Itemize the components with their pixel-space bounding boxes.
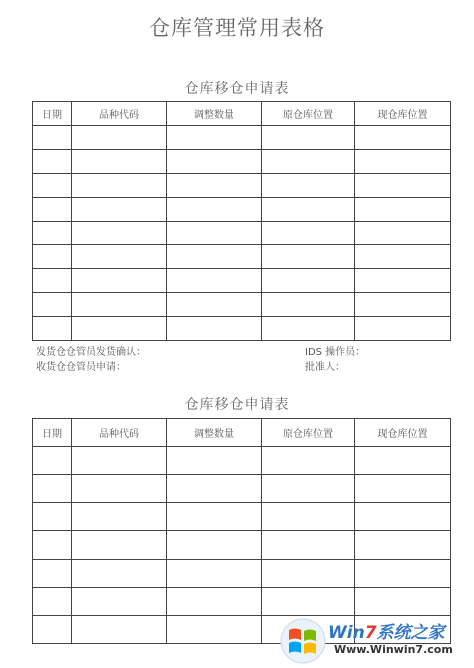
- form2-table-cell: [72, 587, 167, 615]
- form1-table-row: [33, 245, 451, 269]
- receive-apply-label: 收货仓仓管员申请：: [36, 362, 126, 373]
- form1-table-cell: [33, 245, 72, 269]
- form1-table-row: [33, 126, 451, 150]
- windows-flag-icon: [278, 616, 328, 666]
- form2-table-cell: [355, 531, 451, 559]
- form1-table-cell: [167, 269, 262, 293]
- form2-table-cell: [167, 587, 262, 615]
- form1-table-cell: [72, 197, 167, 221]
- form1-table-cell: [33, 197, 72, 221]
- form2-table-cell: [72, 559, 167, 587]
- form2-table-cell: [355, 559, 451, 587]
- form1-table-cell: [167, 317, 262, 341]
- form2-table-cell: [355, 447, 451, 475]
- form1-table-cell: [33, 269, 72, 293]
- form1-table-cell: [33, 317, 72, 341]
- form2-table-cell: [167, 615, 262, 643]
- form2-header-product-code: 品种代码: [72, 419, 167, 447]
- form1-table-cell: [72, 149, 167, 173]
- form2-table-row: [33, 531, 451, 559]
- form1-table-cell: [72, 126, 167, 150]
- form1-table-cell: [262, 173, 355, 197]
- form1-table-cell: [167, 245, 262, 269]
- form1-body: [33, 126, 451, 341]
- form1-table-cell: [262, 293, 355, 317]
- form2-table-row: [33, 559, 451, 587]
- form1-table-row: [33, 173, 451, 197]
- form2-table-cell: [167, 475, 262, 503]
- form2-header-adjust-qty: 调整数量: [167, 419, 262, 447]
- form2-table-cell: [33, 503, 72, 531]
- form2-table-cell: [72, 531, 167, 559]
- form2-table-cell: [72, 447, 167, 475]
- form1-table-cell: [167, 173, 262, 197]
- form2-table-cell: [167, 503, 262, 531]
- form1-table-cell: [72, 269, 167, 293]
- form1-table-cell: [355, 197, 451, 221]
- form2-table-cell: [355, 503, 451, 531]
- form1-table-cell: [72, 221, 167, 245]
- form2-table-cell: [72, 503, 167, 531]
- form2-table-row: [33, 503, 451, 531]
- form2-title: 仓库移仓申请表: [184, 397, 290, 413]
- form1-title: 仓库移仓申请表: [184, 81, 290, 97]
- form2-header-date: 日期: [33, 419, 72, 447]
- form2-table-cell: [72, 475, 167, 503]
- form1-table-cell: [355, 317, 451, 341]
- form1-table-cell: [355, 149, 451, 173]
- form1-table-cell: [355, 126, 451, 150]
- form1-table-cell: [167, 221, 262, 245]
- form1-table-cell: [262, 317, 355, 341]
- form2-header-original-location: 原仓库位置: [262, 419, 355, 447]
- form1-table-row: [33, 221, 451, 245]
- form1-table-row: [33, 149, 451, 173]
- form1-table-cell: [262, 126, 355, 150]
- form1-table-cell: [33, 149, 72, 173]
- dispatch-confirm-label: 发货仓仓管员发货确认：: [36, 347, 146, 358]
- form1-header-adjust-qty: 调整数量: [167, 102, 262, 126]
- form1-table-cell: [262, 245, 355, 269]
- form1-table-row: [33, 269, 451, 293]
- form1-table-cell: [262, 197, 355, 221]
- form1-table-cell: [355, 293, 451, 317]
- form2-table-cell: [262, 447, 355, 475]
- brand-prefix: Win: [328, 623, 365, 643]
- form2-table-row: [33, 475, 451, 503]
- form1-table-cell: [72, 245, 167, 269]
- form1-table-cell: [355, 173, 451, 197]
- form1-table-cell: [72, 317, 167, 341]
- form1-table-cell: [262, 149, 355, 173]
- form2-table-cell: [262, 503, 355, 531]
- form1-header-original-location: 原仓库位置: [262, 102, 355, 126]
- form2-table-cell: [33, 559, 72, 587]
- form1-header-row: [33, 102, 451, 126]
- form1-table-cell: [33, 173, 72, 197]
- form1-header-date: 日期: [33, 102, 72, 126]
- form1-table-cell: [167, 126, 262, 150]
- form1-table-cell: [33, 293, 72, 317]
- document-title: 仓库管理常用表格: [149, 16, 325, 40]
- form1-table-cell: [72, 293, 167, 317]
- form1-table-row: [33, 317, 451, 341]
- form2-table-cell: [355, 475, 451, 503]
- form2-table-row: [33, 447, 451, 475]
- approver-label: 批准人：: [305, 362, 345, 373]
- brand-suffix: 系统之家: [376, 623, 445, 643]
- form2-table-cell: [262, 559, 355, 587]
- form1-table-cell: [167, 197, 262, 221]
- watermark-url: Www.Winwin7.com: [334, 643, 453, 656]
- form2-table-cell: [33, 531, 72, 559]
- form1-header-product-code: 品种代码: [72, 102, 167, 126]
- watermark-brand: [328, 618, 445, 643]
- form1-header-current-location: 现仓库位置: [355, 102, 451, 126]
- form1-table-cell: [72, 173, 167, 197]
- form2-header-row: [33, 419, 451, 447]
- form2-table-cell: [262, 531, 355, 559]
- form1-table-cell: [262, 221, 355, 245]
- form1-table-cell: [167, 293, 262, 317]
- form1-table: [32, 101, 451, 341]
- form2-table-cell: [262, 475, 355, 503]
- form1-table-cell: [33, 221, 72, 245]
- form2-table-cell: [72, 615, 167, 643]
- form1-table-cell: [33, 126, 72, 150]
- form1-table-cell: [355, 245, 451, 269]
- form2-table-cell: [33, 587, 72, 615]
- form2-table-cell: [33, 475, 72, 503]
- form1-table-cell: [355, 269, 451, 293]
- form1-table-cell: [262, 269, 355, 293]
- form2-table-cell: [167, 447, 262, 475]
- form1-table-cell: [167, 149, 262, 173]
- form2-table-cell: [33, 615, 72, 643]
- form2-table-cell: [167, 531, 262, 559]
- form1-table-row: [33, 197, 451, 221]
- form1-table-cell: [355, 221, 451, 245]
- form2-table: [32, 418, 451, 644]
- ids-operator-label: IDS 操作员：: [305, 347, 366, 358]
- win7-watermark-logo: [276, 612, 474, 668]
- form2-header-current-location: 现仓库位置: [355, 419, 451, 447]
- brand-seven: 7: [364, 623, 377, 643]
- form1-table-row: [33, 293, 451, 317]
- form2-table-cell: [167, 559, 262, 587]
- form2-table-cell: [33, 447, 72, 475]
